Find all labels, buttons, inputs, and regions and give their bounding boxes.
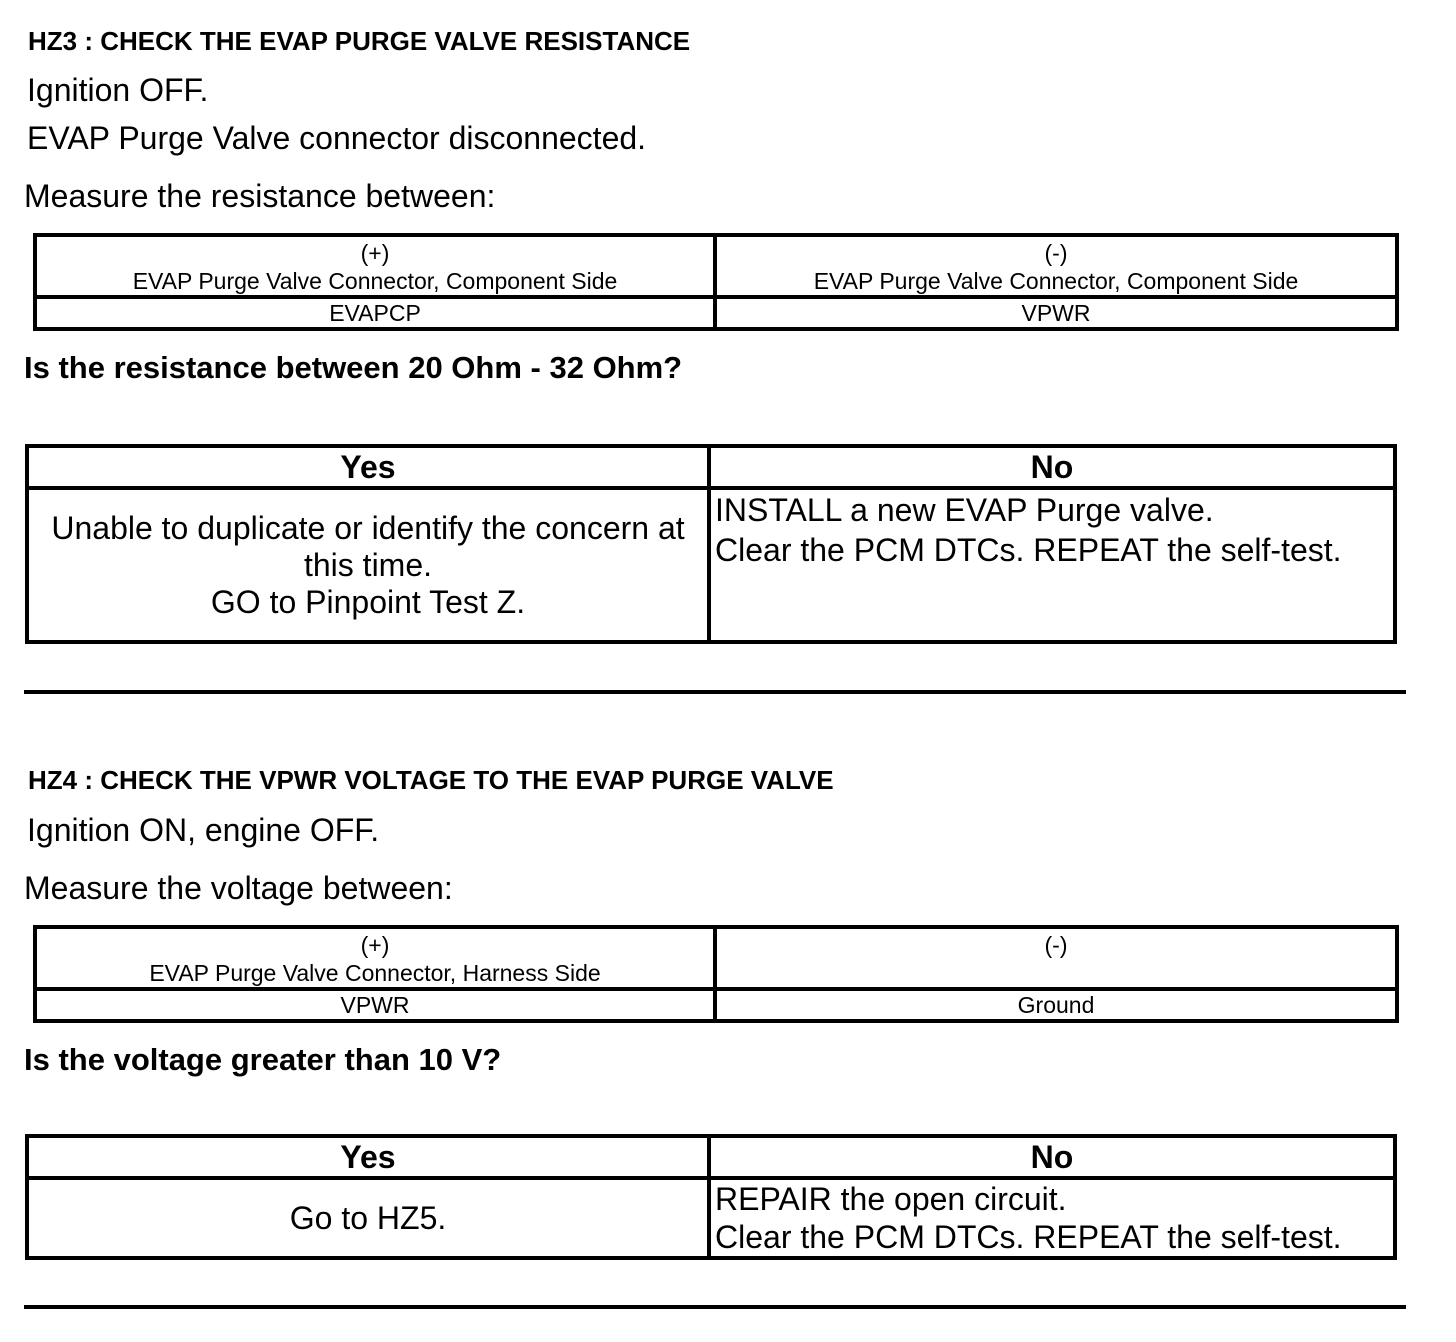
no-action-line: Clear the PCM DTCs. REPEAT the self-test.	[715, 1219, 1342, 1255]
section-heading: HZ4 : CHECK THE VPWR VOLTAGE TO THE EVAP PURGE VALVE	[28, 765, 834, 795]
negative-lead-header	[715, 235, 1397, 297]
positive-lead-header	[35, 927, 715, 989]
table-row	[35, 235, 1397, 297]
no-header: No	[709, 446, 1395, 488]
no-action-line: INSTALL a new EVAP Purge valve.	[715, 492, 1214, 528]
table-row	[35, 989, 1397, 1021]
table-row	[27, 1178, 1395, 1258]
yes-action-line: GO to Pinpoint Test Z.	[210, 583, 526, 620]
no-action-line: REPAIR the open circuit.	[715, 1181, 1067, 1217]
step-text: EVAP Purge Valve connector disconnected.	[27, 120, 647, 156]
section-heading: HZ3 : CHECK THE EVAP PURGE VALVE RESISTANCE	[28, 26, 691, 56]
result-table	[25, 1134, 1397, 1260]
table-row	[35, 927, 1397, 989]
section-divider	[24, 690, 1406, 694]
negative-circuit: Ground	[715, 989, 1397, 1021]
positive-circuit: VPWR	[35, 989, 715, 1021]
measurement-table	[33, 233, 1399, 331]
positive-lead-header	[35, 235, 715, 297]
measurement-table	[33, 925, 1399, 1023]
yes-action	[27, 1178, 709, 1258]
yes-action-line: this time.	[303, 546, 433, 583]
test-question: Is the resistance between 20 Ohm - 32 Ohm?	[24, 350, 683, 385]
table-row	[27, 488, 1395, 642]
table-row	[27, 446, 1395, 488]
negative-symbol: (-)	[1044, 240, 1068, 266]
yes-action-line: Go to HZ5.	[289, 1199, 447, 1236]
step-text: Ignition OFF.	[27, 72, 209, 108]
negative-lead-header	[715, 927, 1397, 989]
result-table	[25, 444, 1397, 644]
negative-location: EVAP Purge Valve Connector, Component Side	[813, 268, 1299, 294]
negative-symbol: (-)	[1044, 932, 1068, 958]
yes-action	[27, 488, 709, 642]
no-action-line: Clear the PCM DTCs. REPEAT the self-test.	[715, 532, 1342, 568]
table-row	[27, 1136, 1395, 1178]
positive-symbol: (+)	[360, 932, 390, 958]
positive-location: EVAP Purge Valve Connector, Component Side	[132, 268, 618, 294]
section-divider	[24, 1305, 1406, 1309]
no-header: No	[709, 1136, 1395, 1178]
test-question: Is the voltage greater than 10 V?	[24, 1042, 502, 1077]
positive-location: EVAP Purge Valve Connector, Harness Side	[149, 960, 601, 986]
measure-label: Measure the resistance between:	[24, 178, 496, 214]
table-row	[35, 297, 1397, 329]
yes-header: Yes	[27, 446, 709, 488]
no-action	[709, 1178, 1395, 1258]
yes-action-line: Unable to duplicate or identify the concern at	[51, 509, 685, 546]
positive-symbol: (+)	[360, 240, 390, 266]
positive-circuit: EVAPCP	[35, 297, 715, 329]
negative-circuit: VPWR	[715, 297, 1397, 329]
step-text: Ignition ON, engine OFF.	[27, 812, 380, 848]
no-action	[709, 488, 1395, 642]
measure-label: Measure the voltage between:	[24, 870, 453, 906]
yes-header: Yes	[27, 1136, 709, 1178]
